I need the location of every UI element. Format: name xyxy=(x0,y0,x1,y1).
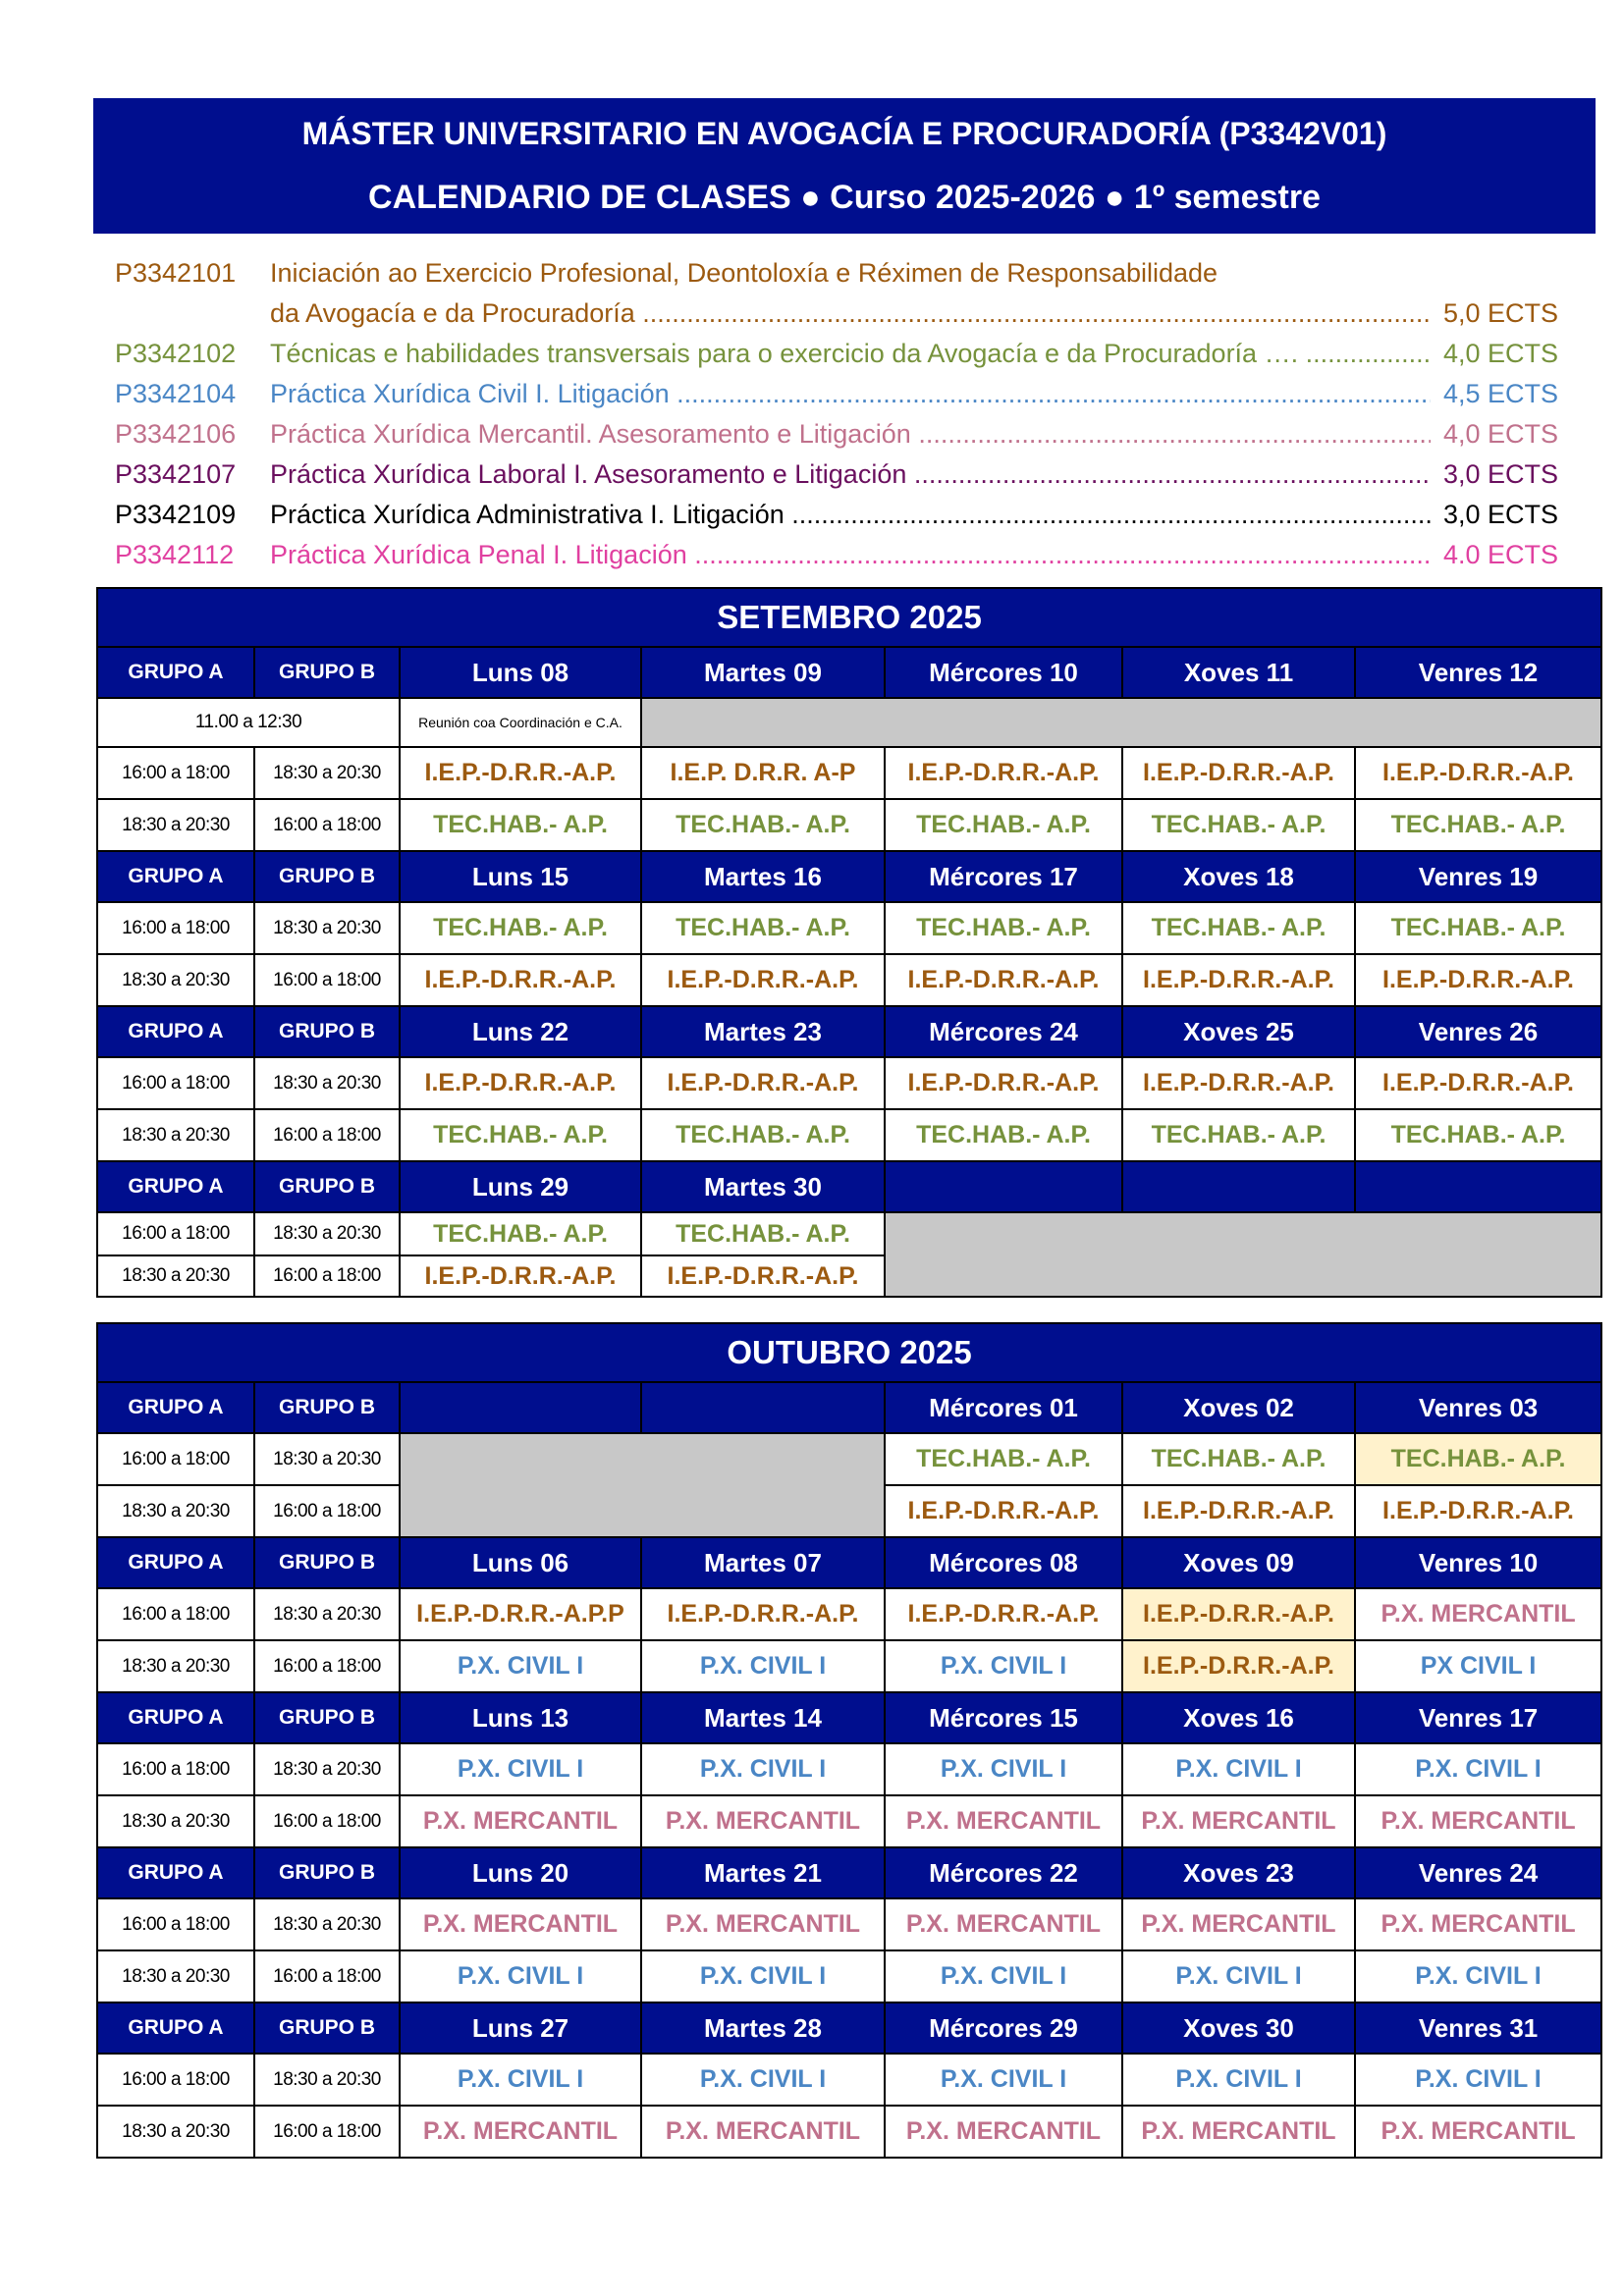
subject-name: Práctica Xurídica Mercantil. Asesoramento e Litigación ..... xyxy=(270,414,1431,454)
day-header: Mércores 01 xyxy=(885,1382,1122,1433)
class-cell: I.E.P.-D.R.R.-A.P. xyxy=(1122,1485,1355,1537)
class-cell: TEC.HAB.- A.P. xyxy=(1122,902,1355,954)
class-cell: P.X. CIVIL I xyxy=(885,1950,1122,2002)
schedule-row xyxy=(97,2054,1601,2106)
day-header: Venres 17 xyxy=(1355,1692,1601,1743)
class-cell: TEC.HAB.- A.P. xyxy=(641,902,885,954)
class-cell: TEC.HAB.- A.P. xyxy=(1355,1433,1601,1485)
day-header: Mércores 22 xyxy=(885,1847,1122,1898)
day-header: Xoves 23 xyxy=(1122,1847,1355,1898)
group-b-time: 18:30 a 20:30 xyxy=(254,1898,400,1950)
schedule-row xyxy=(97,1212,1601,1255)
meeting-row xyxy=(97,698,1601,747)
day-header: Martes 09 xyxy=(641,647,885,698)
day-header: Xoves 16 xyxy=(1122,1692,1355,1743)
day-header: Luns 15 xyxy=(400,851,641,902)
subject-name: Práctica Xurídica Civil I. Litigación ..... xyxy=(270,374,1431,414)
day-header: Venres 24 xyxy=(1355,1847,1601,1898)
subject-name: Práctica Xurídica Penal I. Litigación ..... xyxy=(270,535,1431,570)
day-header: Xoves 30 xyxy=(1122,2002,1355,2054)
group-a-time: 18:30 a 20:30 xyxy=(97,1950,254,2002)
group-a-header: GRUPO A xyxy=(97,647,254,698)
group-b-header: GRUPO B xyxy=(254,1847,400,1898)
schedule-row xyxy=(97,799,1601,851)
subject-name: Práctica Xurídica Administrativa I. Litigación ..... xyxy=(270,495,1431,535)
subject-row xyxy=(115,495,1558,535)
day-header: Xoves 11 xyxy=(1122,647,1355,698)
class-cell: TEC.HAB.- A.P. xyxy=(885,902,1122,954)
day-header: Mércores 24 xyxy=(885,1006,1122,1057)
class-cell: I.E.P.-D.R.R.-A.P. xyxy=(641,1255,885,1297)
empty-cell xyxy=(885,1212,1601,1297)
class-cell: P.X. CIVIL I xyxy=(1122,1950,1355,2002)
group-b-time: 16:00 a 18:00 xyxy=(254,1950,400,2002)
class-cell: I.E.P.-D.R.R.-A.P. xyxy=(1355,747,1601,799)
week-header-row xyxy=(97,851,1601,902)
group-b-time: 16:00 a 18:00 xyxy=(254,954,400,1006)
meeting-note: Reunión coa Coordinación e C.A. xyxy=(400,698,641,747)
group-b-time: 16:00 a 18:00 xyxy=(254,1255,400,1297)
day-header: Luns 08 xyxy=(400,647,641,698)
class-cell: P.X. CIVIL I xyxy=(400,1950,641,2002)
subject-name: da Avogacía e da Procuradoría ..... xyxy=(270,294,1431,334)
day-header: Martes 16 xyxy=(641,851,885,902)
day-header: Luns 13 xyxy=(400,1692,641,1743)
group-a-header: GRUPO A xyxy=(97,1161,254,1212)
empty-header xyxy=(1122,1161,1355,1212)
class-cell: P.X. MERCANTIL xyxy=(1122,2106,1355,2158)
group-a-header: GRUPO A xyxy=(97,2002,254,2054)
group-b-time: 16:00 a 18:00 xyxy=(254,1109,400,1161)
subject-code: P3342104 xyxy=(115,379,237,408)
subject-row xyxy=(115,374,1558,414)
class-cell: I.E.P.-D.R.R.-A.P. xyxy=(1355,954,1601,1006)
class-cell: TEC.HAB.- A.P. xyxy=(885,799,1122,851)
group-a-time: 18:30 a 20:30 xyxy=(97,1485,254,1537)
subject-row xyxy=(115,334,1558,374)
group-b-time: 16:00 a 18:00 xyxy=(254,1795,400,1847)
month-table-setembro xyxy=(96,587,1602,1298)
empty-header xyxy=(1355,1161,1601,1212)
day-header: Luns 29 xyxy=(400,1161,641,1212)
group-b-time: 16:00 a 18:00 xyxy=(254,799,400,851)
subject-ects: 3,0 ECTS xyxy=(1442,500,1558,529)
month-table-outubro xyxy=(96,1322,1602,2159)
class-cell: TEC.HAB.- A.P. xyxy=(885,1109,1122,1161)
schedule-row xyxy=(97,1433,1601,1485)
group-b-time: 16:00 a 18:00 xyxy=(254,1640,400,1692)
class-cell: P.X. CIVIL I xyxy=(1355,2054,1601,2106)
schedule-row xyxy=(97,1795,1601,1847)
subject-code: P3342101 xyxy=(115,258,237,288)
class-cell: I.E.P.-D.R.R.-A.P. xyxy=(400,1057,641,1109)
empty-header xyxy=(885,1161,1122,1212)
day-header: Mércores 17 xyxy=(885,851,1122,902)
day-header: Xoves 02 xyxy=(1122,1382,1355,1433)
day-header: Mércores 10 xyxy=(885,647,1122,698)
day-header: Martes 07 xyxy=(641,1537,885,1588)
subject-row xyxy=(115,535,1558,570)
group-a-time: 16:00 a 18:00 xyxy=(97,1588,254,1640)
week-header-row xyxy=(97,2002,1601,2054)
class-cell: TEC.HAB.- A.P. xyxy=(1122,799,1355,851)
schedule-row xyxy=(97,954,1601,1006)
day-header: Martes 28 xyxy=(641,2002,885,2054)
subject-row xyxy=(115,294,1558,334)
group-b-header: GRUPO B xyxy=(254,647,400,698)
schedule-row xyxy=(97,1588,1601,1640)
day-header: Luns 27 xyxy=(400,2002,641,2054)
class-cell: P.X. CIVIL I xyxy=(1355,1950,1601,2002)
class-cell: P.X. CIVIL I xyxy=(641,1640,885,1692)
class-cell: I.E.P.-D.R.R.-A.P. xyxy=(400,747,641,799)
group-a-time: 16:00 a 18:00 xyxy=(97,1433,254,1485)
class-cell: P.X. MERCANTIL xyxy=(1355,1898,1601,1950)
class-cell: I.E.P.-D.R.R.-A.P. xyxy=(400,954,641,1006)
subject-code: P3342112 xyxy=(115,540,235,569)
group-b-time: 18:30 a 20:30 xyxy=(254,1743,400,1795)
day-header: Martes 30 xyxy=(641,1161,885,1212)
class-cell: I.E.P.-D.R.R.-A.P. xyxy=(1355,1057,1601,1109)
class-cell: P.X. MERCANTIL xyxy=(1122,1795,1355,1847)
class-cell: I.E.P.-D.R.R.-A.P. xyxy=(641,954,885,1006)
week-header-row xyxy=(97,1692,1601,1743)
page-header xyxy=(93,98,1596,234)
group-a-header: GRUPO A xyxy=(97,1537,254,1588)
class-cell: I.E.P.-D.R.R.-A.P. xyxy=(400,1255,641,1297)
meeting-time: 11.00 a 12:30 xyxy=(97,698,400,747)
class-cell: I.E.P.-D.R.R.-A.P. xyxy=(641,1057,885,1109)
class-cell: I.E.P.-D.R.R.-A.P. xyxy=(885,1485,1122,1537)
class-cell: P.X. CIVIL I xyxy=(1355,1743,1601,1795)
class-cell: P.X. CIVIL I xyxy=(885,1640,1122,1692)
group-a-time: 18:30 a 20:30 xyxy=(97,1109,254,1161)
schedule-row xyxy=(97,1743,1601,1795)
class-cell: P.X. CIVIL I xyxy=(885,2054,1122,2106)
subject-code: P3342106 xyxy=(115,419,237,449)
group-a-time: 16:00 a 18:00 xyxy=(97,1057,254,1109)
group-a-time: 16:00 a 18:00 xyxy=(97,747,254,799)
class-cell: I.E.P.-D.R.R.-A.P. xyxy=(885,954,1122,1006)
class-cell: TEC.HAB.- A.P. xyxy=(641,1212,885,1255)
schedule-row xyxy=(97,2106,1601,2158)
day-header: Venres 12 xyxy=(1355,647,1601,698)
class-cell: TEC.HAB.- A.P. xyxy=(400,799,641,851)
subject-ects: 4,5 ECTS xyxy=(1442,379,1558,408)
subject-code: P3342107 xyxy=(115,459,237,489)
subject-ects: 3,0 ECTS xyxy=(1442,459,1558,489)
empty-cell xyxy=(641,698,1601,747)
week-header-row xyxy=(97,1382,1601,1433)
class-cell: TEC.HAB.- A.P. xyxy=(641,799,885,851)
class-cell: P.X. MERCANTIL xyxy=(400,1898,641,1950)
class-cell: PX CIVIL I xyxy=(1355,1640,1601,1692)
empty-header xyxy=(400,1382,641,1433)
week-header-row xyxy=(97,1161,1601,1212)
day-header: Martes 23 xyxy=(641,1006,885,1057)
week-header-row xyxy=(97,647,1601,698)
day-header: Martes 21 xyxy=(641,1847,885,1898)
day-header: Venres 19 xyxy=(1355,851,1601,902)
group-b-header: GRUPO B xyxy=(254,1006,400,1057)
class-cell: P.X. CIVIL I xyxy=(641,1950,885,2002)
group-a-time: 18:30 a 20:30 xyxy=(97,1255,254,1297)
group-a-time: 18:30 a 20:30 xyxy=(97,799,254,851)
class-cell: I.E.P. D.R.R. A-P xyxy=(641,747,885,799)
class-cell: TEC.HAB.- A.P. xyxy=(400,902,641,954)
class-cell: TEC.HAB.- A.P. xyxy=(400,1109,641,1161)
class-cell: P.X. MERCANTIL xyxy=(400,2106,641,2158)
day-header: Venres 10 xyxy=(1355,1537,1601,1588)
group-b-time: 18:30 a 20:30 xyxy=(254,747,400,799)
subject-ects: 4,0 ECTS xyxy=(1442,339,1558,368)
subject-name: Práctica Xurídica Laboral I. Asesoramento e Litigación ..... xyxy=(270,454,1431,495)
group-b-time: 18:30 a 20:30 xyxy=(254,1433,400,1485)
schedule-row xyxy=(97,1109,1601,1161)
empty-cell xyxy=(400,1433,885,1537)
class-cell: I.E.P.-D.R.R.-A.P. xyxy=(1122,1640,1355,1692)
calendar-title: CALENDARIO DE CLASES ● Curso 2025-2026 ● 1º semestre xyxy=(368,179,1321,216)
class-cell: TEC.HAB.- A.P. xyxy=(1355,1109,1601,1161)
subject-code: P3342109 xyxy=(115,500,237,529)
group-a-time: 16:00 a 18:00 xyxy=(97,1743,254,1795)
schedule-row xyxy=(97,1898,1601,1950)
empty-header xyxy=(641,1382,885,1433)
group-b-time: 18:30 a 20:30 xyxy=(254,902,400,954)
master-title: MÁSTER UNIVERSITARIO EN AVOGACÍA E PROCURADORÍA (P3342V01) xyxy=(301,116,1387,151)
group-b-time: 18:30 a 20:30 xyxy=(254,2054,400,2106)
class-cell: TEC.HAB.- A.P. xyxy=(1355,902,1601,954)
class-cell: I.E.P.-D.R.R.-A.P. xyxy=(1122,1588,1355,1640)
week-header-row xyxy=(97,1537,1601,1588)
group-b-header: GRUPO B xyxy=(254,1537,400,1588)
schedule-row xyxy=(97,1057,1601,1109)
schedule-row xyxy=(97,902,1601,954)
subject-list xyxy=(115,253,1558,570)
class-cell: P.X. MERCANTIL xyxy=(641,2106,885,2158)
group-a-time: 18:30 a 20:30 xyxy=(97,1640,254,1692)
class-cell: TEC.HAB.- A.P. xyxy=(400,1212,641,1255)
day-header: Venres 26 xyxy=(1355,1006,1601,1057)
day-header: Venres 31 xyxy=(1355,2002,1601,2054)
subject-ects: 4.0 ECTS xyxy=(1442,540,1558,569)
subject-code: P3342102 xyxy=(115,339,237,368)
class-cell: P.X. CIVIL I xyxy=(885,1743,1122,1795)
schedule-row xyxy=(97,1640,1601,1692)
day-header: Xoves 25 xyxy=(1122,1006,1355,1057)
group-a-header: GRUPO A xyxy=(97,851,254,902)
class-cell: I.E.P.-D.R.R.-A.P. xyxy=(885,1588,1122,1640)
class-cell: P.X. MERCANTIL xyxy=(1355,1588,1601,1640)
day-header: Mércores 15 xyxy=(885,1692,1122,1743)
month-title: OUTUBRO 2025 xyxy=(97,1323,1601,1382)
class-cell: P.X. CIVIL I xyxy=(400,1640,641,1692)
class-cell: I.E.P.-D.R.R.-A.P. xyxy=(1355,1485,1601,1537)
day-header: Luns 22 xyxy=(400,1006,641,1057)
group-a-time: 16:00 a 18:00 xyxy=(97,902,254,954)
class-cell: P.X. MERCANTIL xyxy=(885,2106,1122,2158)
group-a-time: 18:30 a 20:30 xyxy=(97,2106,254,2158)
subject-title-line xyxy=(115,253,1558,294)
subject-ects: 5,0 ECTS xyxy=(1442,298,1558,328)
class-cell: P.X. MERCANTIL xyxy=(641,1795,885,1847)
class-cell: I.E.P.-D.R.R.-A.P. xyxy=(1122,747,1355,799)
day-header: Mércores 08 xyxy=(885,1537,1122,1588)
class-cell: TEC.HAB.- A.P. xyxy=(1122,1109,1355,1161)
class-cell: TEC.HAB.- A.P. xyxy=(641,1109,885,1161)
class-cell: I.E.P.-D.R.R.-A.P.P xyxy=(400,1588,641,1640)
class-cell: I.E.P.-D.R.R.-A.P. xyxy=(1122,954,1355,1006)
group-a-header: GRUPO A xyxy=(97,1847,254,1898)
day-header: Xoves 09 xyxy=(1122,1537,1355,1588)
class-cell: TEC.HAB.- A.P. xyxy=(885,1433,1122,1485)
class-cell: P.X. MERCANTIL xyxy=(641,1898,885,1950)
class-cell: P.X. CIVIL I xyxy=(641,2054,885,2106)
day-header: Martes 14 xyxy=(641,1692,885,1743)
schedule-row xyxy=(97,747,1601,799)
subject-ects: 4,0 ECTS xyxy=(1442,419,1558,449)
class-cell: TEC.HAB.- A.P. xyxy=(1355,799,1601,851)
class-cell: P.X. CIVIL I xyxy=(641,1743,885,1795)
group-a-time: 16:00 a 18:00 xyxy=(97,1898,254,1950)
class-cell: P.X. MERCANTIL xyxy=(400,1795,641,1847)
class-cell: P.X. CIVIL I xyxy=(400,1743,641,1795)
class-cell: I.E.P.-D.R.R.-A.P. xyxy=(641,1588,885,1640)
class-cell: P.X. CIVIL I xyxy=(1122,2054,1355,2106)
class-cell: I.E.P.-D.R.R.-A.P. xyxy=(1122,1057,1355,1109)
class-cell: I.E.P.-D.R.R.-A.P. xyxy=(885,747,1122,799)
class-cell: P.X. CIVIL I xyxy=(1122,1743,1355,1795)
group-a-time: 16:00 a 18:00 xyxy=(97,2054,254,2106)
subject-name-line1: Iniciación ao Exercicio Profesional, Deontoloxía e Réximen de Responsabilidade xyxy=(270,258,1218,288)
group-a-time: 16:00 a 18:00 xyxy=(97,1212,254,1255)
group-b-time: 18:30 a 20:30 xyxy=(254,1057,400,1109)
group-a-header: GRUPO A xyxy=(97,1006,254,1057)
group-b-header: GRUPO B xyxy=(254,1161,400,1212)
group-b-header: GRUPO B xyxy=(254,1692,400,1743)
group-b-header: GRUPO B xyxy=(254,1382,400,1433)
day-header: Mércores 29 xyxy=(885,2002,1122,2054)
class-cell: I.E.P.-D.R.R.-A.P. xyxy=(885,1057,1122,1109)
subject-name: Técnicas e habilidades transversais para o exercicio da Avogacía e da Procuradoría …. ..... xyxy=(270,334,1431,374)
group-a-header: GRUPO A xyxy=(97,1382,254,1433)
day-header: Luns 06 xyxy=(400,1537,641,1588)
month-title-row xyxy=(97,588,1601,647)
subject-row xyxy=(115,454,1558,495)
class-cell: P.X. MERCANTIL xyxy=(1355,2106,1601,2158)
subject-row xyxy=(115,414,1558,454)
day-header: Xoves 18 xyxy=(1122,851,1355,902)
month-title-row xyxy=(97,1323,1601,1382)
week-header-row xyxy=(97,1847,1601,1898)
group-b-time: 18:30 a 20:30 xyxy=(254,1588,400,1640)
group-a-header: GRUPO A xyxy=(97,1692,254,1743)
schedule-row xyxy=(97,1950,1601,2002)
class-cell: P.X. MERCANTIL xyxy=(885,1898,1122,1950)
class-cell: P.X. CIVIL I xyxy=(400,2054,641,2106)
group-a-time: 18:30 a 20:30 xyxy=(97,954,254,1006)
group-b-time: 18:30 a 20:30 xyxy=(254,1212,400,1255)
class-cell: P.X. MERCANTIL xyxy=(885,1795,1122,1847)
class-cell: TEC.HAB.- A.P. xyxy=(1122,1433,1355,1485)
group-b-time: 16:00 a 18:00 xyxy=(254,2106,400,2158)
month-title: SETEMBRO 2025 xyxy=(97,588,1601,647)
day-header: Venres 03 xyxy=(1355,1382,1601,1433)
class-cell: P.X. MERCANTIL xyxy=(1122,1898,1355,1950)
group-b-header: GRUPO B xyxy=(254,851,400,902)
group-b-header: GRUPO B xyxy=(254,2002,400,2054)
day-header: Luns 20 xyxy=(400,1847,641,1898)
week-header-row xyxy=(97,1006,1601,1057)
group-b-time: 16:00 a 18:00 xyxy=(254,1485,400,1537)
group-a-time: 18:30 a 20:30 xyxy=(97,1795,254,1847)
class-cell: P.X. MERCANTIL xyxy=(1355,1795,1601,1847)
